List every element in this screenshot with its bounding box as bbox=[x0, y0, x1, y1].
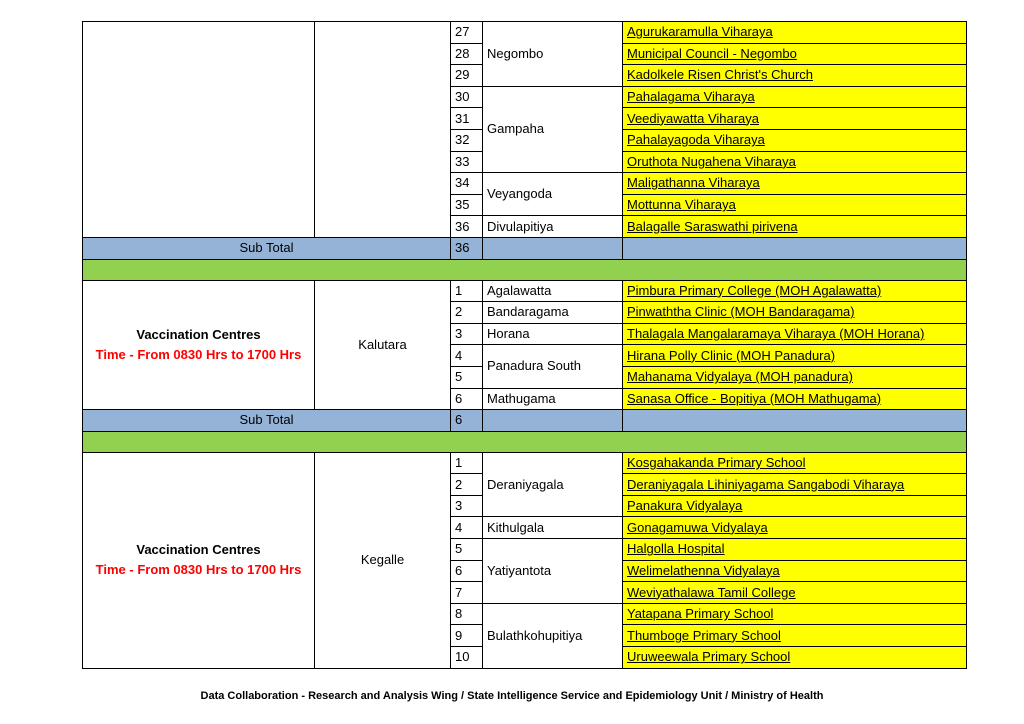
row-number: 6 bbox=[451, 388, 483, 410]
moh-area: Negombo bbox=[483, 22, 623, 87]
centre-type-cell bbox=[83, 452, 315, 668]
row-number: 3 bbox=[451, 323, 483, 345]
row-number: 35 bbox=[451, 194, 483, 216]
district-cell: Kegalle bbox=[315, 452, 451, 668]
site-name[interactable]: Panakura Vidyalaya bbox=[623, 495, 967, 517]
row-number: 6 bbox=[451, 560, 483, 582]
table-row bbox=[83, 452, 967, 474]
row-number: 1 bbox=[451, 452, 483, 474]
row-number: 30 bbox=[451, 86, 483, 108]
site-name[interactable]: Deraniyagala Lihiniyagama Sangabodi Viharaya bbox=[623, 474, 967, 496]
row-number: 5 bbox=[451, 366, 483, 388]
subtotal-value: 36 bbox=[451, 237, 483, 259]
row-number: 2 bbox=[451, 474, 483, 496]
spacer-row bbox=[83, 431, 967, 452]
row-number: 29 bbox=[451, 65, 483, 87]
subtotal-row bbox=[83, 237, 967, 259]
moh-area: Bandaragama bbox=[483, 302, 623, 324]
site-name[interactable]: Veediyawatta Viharaya bbox=[623, 108, 967, 130]
vaccination-centres-table bbox=[82, 21, 967, 669]
row-number: 9 bbox=[451, 625, 483, 647]
moh-area: Panadura South bbox=[483, 345, 623, 388]
site-name[interactable]: Pahalayagoda Viharaya bbox=[623, 129, 967, 151]
centre-type-cell bbox=[83, 280, 315, 410]
row-number: 10 bbox=[451, 647, 483, 669]
row-number: 3 bbox=[451, 495, 483, 517]
row-number: 5 bbox=[451, 539, 483, 561]
subtotal-row bbox=[83, 410, 967, 432]
row-number: 8 bbox=[451, 603, 483, 625]
site-name[interactable]: Uruweewala Primary School bbox=[623, 647, 967, 669]
centre-time: Time - From 0830 Hrs to 1700 Hrs bbox=[95, 562, 302, 578]
site-name[interactable]: Yatapana Primary School bbox=[623, 603, 967, 625]
subtotal-label: Sub Total bbox=[83, 410, 451, 432]
centre-type-title: Vaccination Centres bbox=[136, 326, 261, 342]
spacer-row bbox=[83, 259, 967, 280]
moh-area: Yatiyantota bbox=[483, 539, 623, 604]
centre-type-title: Vaccination Centres bbox=[136, 542, 261, 558]
district-cell bbox=[315, 22, 451, 238]
row-number: 28 bbox=[451, 43, 483, 65]
table-row bbox=[83, 280, 967, 302]
site-name[interactable]: Pinwaththa Clinic (MOH Bandaragama) bbox=[623, 302, 967, 324]
moh-area: Gampaha bbox=[483, 86, 623, 172]
site-name[interactable]: Gonagamuwa Vidyalaya bbox=[623, 517, 967, 539]
row-number: 4 bbox=[451, 345, 483, 367]
row-number: 27 bbox=[451, 22, 483, 44]
subtotal-empty bbox=[483, 410, 623, 432]
site-name[interactable]: Balagalle Saraswathi pirivena bbox=[623, 216, 967, 238]
moh-area: Agalawatta bbox=[483, 280, 623, 302]
site-name[interactable]: Oruthota Nugahena Viharaya bbox=[623, 151, 967, 173]
row-number: 33 bbox=[451, 151, 483, 173]
site-name[interactable]: Kadolkele Risen Christ's Church bbox=[623, 65, 967, 87]
site-name[interactable]: Kosgahakanda Primary School bbox=[623, 452, 967, 474]
page-footer: Data Collaboration - Research and Analysis Wing / State Intelligence Service and Epidemiology Unit / Ministry of Health bbox=[200, 690, 824, 702]
row-number: 34 bbox=[451, 173, 483, 195]
site-name[interactable]: Maligathanna Viharaya bbox=[623, 173, 967, 195]
row-number: 4 bbox=[451, 517, 483, 539]
row-number: 7 bbox=[451, 582, 483, 604]
moh-area: Veyangoda bbox=[483, 173, 623, 216]
site-name[interactable]: Pahalagama Viharaya bbox=[623, 86, 967, 108]
row-number: 32 bbox=[451, 129, 483, 151]
site-name[interactable]: Sanasa Office - Bopitiya (MOH Mathugama) bbox=[623, 388, 967, 410]
site-name[interactable]: Thalagala Mangalaramaya Viharaya (MOH Horana) bbox=[623, 323, 967, 345]
site-name[interactable]: Municipal Council - Negombo bbox=[623, 43, 967, 65]
subtotal-value: 6 bbox=[451, 410, 483, 432]
subtotal-empty bbox=[483, 237, 623, 259]
site-name[interactable]: Pimbura Primary College (MOH Agalawatta) bbox=[623, 280, 967, 302]
site-name[interactable]: Welimelathenna Vidyalaya bbox=[623, 560, 967, 582]
table-row bbox=[83, 22, 967, 44]
site-name[interactable]: Thumboge Primary School bbox=[623, 625, 967, 647]
row-number: 36 bbox=[451, 216, 483, 238]
row-number: 1 bbox=[451, 280, 483, 302]
moh-area: Deraniyagala bbox=[483, 452, 623, 517]
moh-area: Horana bbox=[483, 323, 623, 345]
row-number: 2 bbox=[451, 302, 483, 324]
moh-area: Bulathkohupitiya bbox=[483, 603, 623, 668]
site-name[interactable]: Agurukaramulla Viharaya bbox=[623, 22, 967, 44]
moh-area: Divulapitiya bbox=[483, 216, 623, 238]
centre-type-cell bbox=[83, 22, 315, 238]
moh-area: Mathugama bbox=[483, 388, 623, 410]
site-name[interactable]: Weviyathalawa Tamil College bbox=[623, 582, 967, 604]
subtotal-empty bbox=[623, 237, 967, 259]
district-cell: Kalutara bbox=[315, 280, 451, 410]
row-number: 31 bbox=[451, 108, 483, 130]
site-name[interactable]: Mahanama Vidyalaya (MOH panadura) bbox=[623, 366, 967, 388]
site-name[interactable]: Hirana Polly Clinic (MOH Panadura) bbox=[623, 345, 967, 367]
subtotal-label: Sub Total bbox=[83, 237, 451, 259]
site-name[interactable]: Halgolla Hospital bbox=[623, 539, 967, 561]
centre-time: Time - From 0830 Hrs to 1700 Hrs bbox=[95, 346, 302, 362]
site-name[interactable]: Mottunna Viharaya bbox=[623, 194, 967, 216]
moh-area: Kithulgala bbox=[483, 517, 623, 539]
subtotal-empty bbox=[623, 410, 967, 432]
